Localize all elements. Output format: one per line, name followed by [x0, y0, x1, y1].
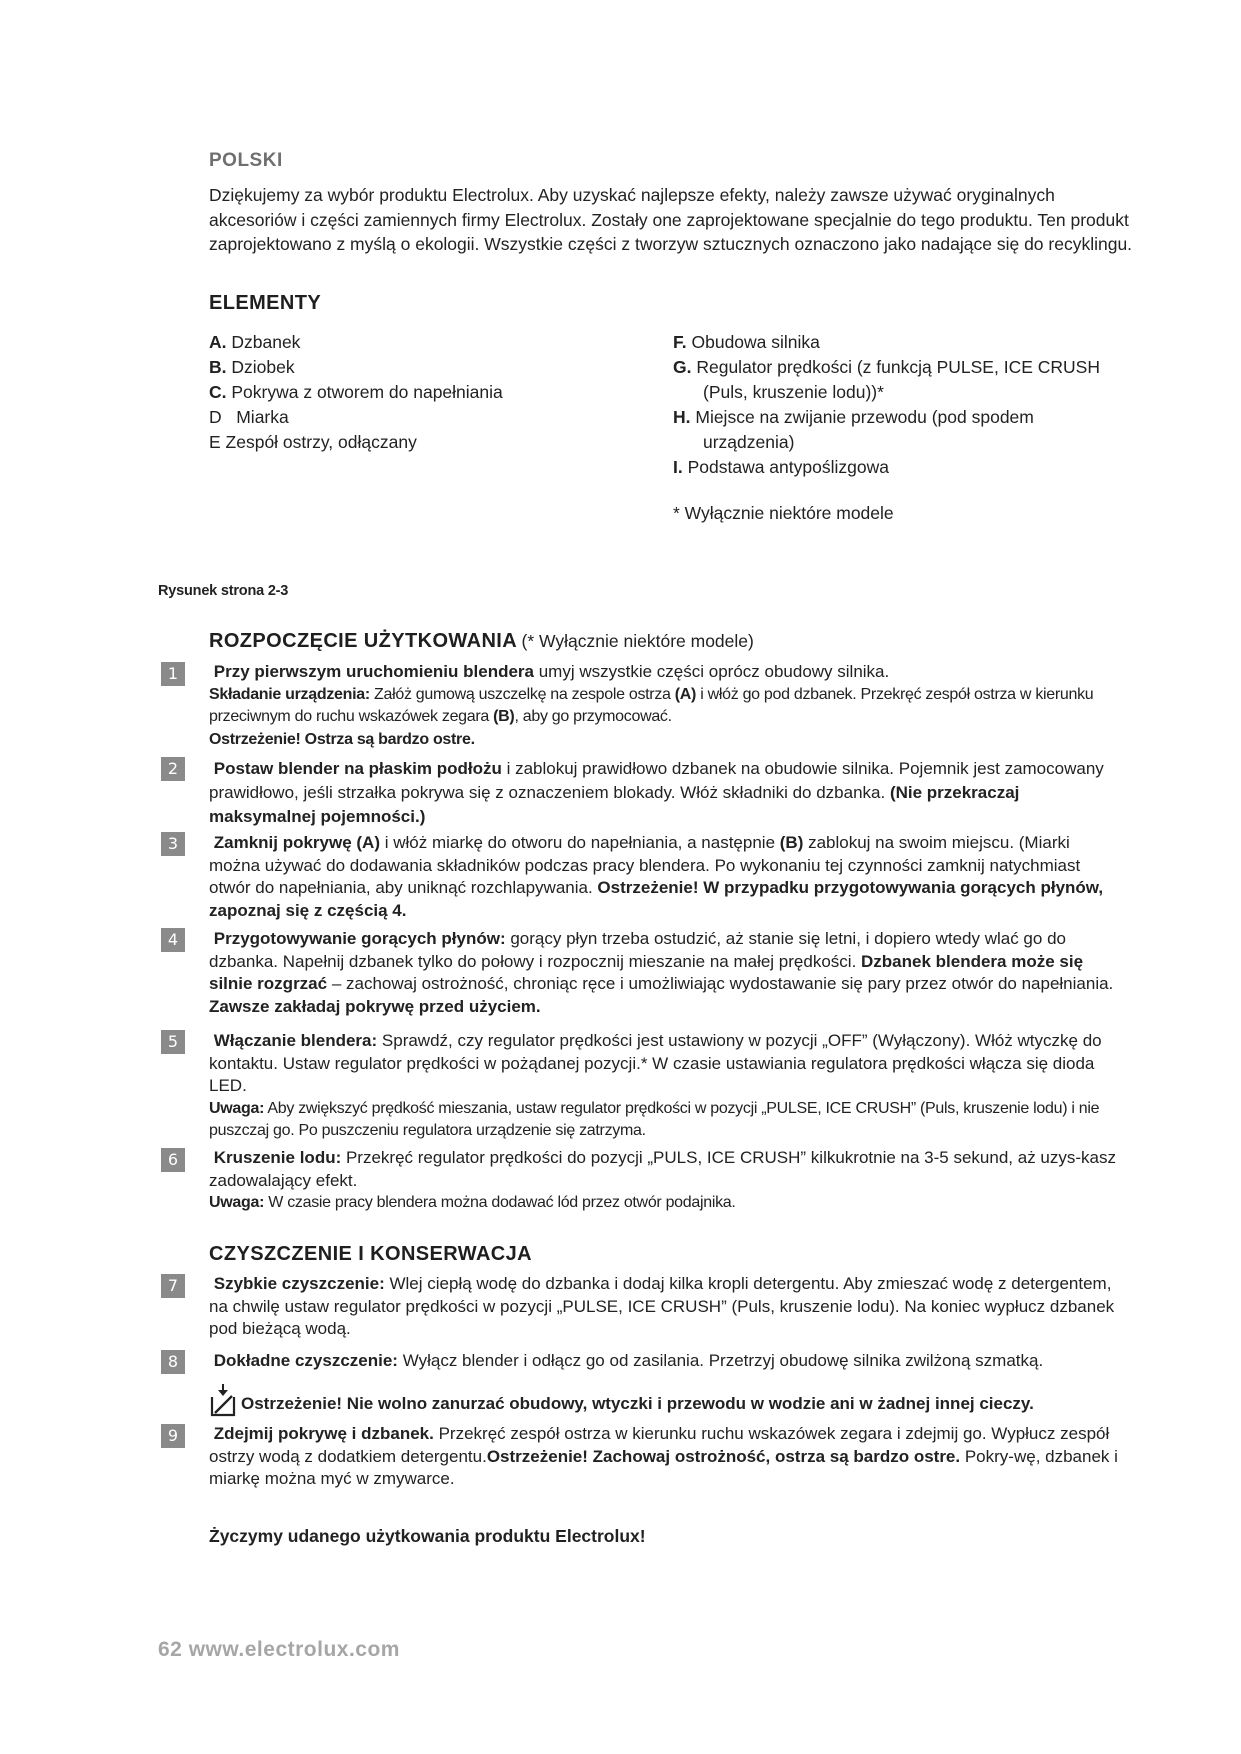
- step-7: Szybkie czyszczenie: Wlej ciepłą wodę do dzbanka i dodaj kilka kropli detergentu. Aby zmieszać wodę z detergentem, na chwilę ustaw regulator prędkości w pozycji „PULSE, ICE CRUSH” (Puls, kruszenie lodu). Na koniec wypłucz dzbanek pod bieżącą wodą.: [209, 1274, 1115, 1338]
- step-number-7: 7: [161, 1274, 185, 1298]
- step-number-9: 9: [161, 1424, 185, 1448]
- step-number-4: 4: [161, 928, 185, 952]
- step-number-6: 6: [161, 1148, 185, 1172]
- step-1-warning: Ostrzeżenie! Ostrza są bardzo ostre.: [209, 730, 475, 748]
- step-3: Zamknij pokrywę (A) i włóż miarkę do otworu do napełniania, a następnie (B) zablokuj na swoim miejscu. (Miarki można używać do dodawania składników podczas pracy blendera. Po wykonaniu tej czynności zamknij natychmiast otwór do napełniania, aby uniknąć rozchlapywania. Ostrzeżenie! W przypadku przygotowywania gorących płynów, zapoznaj się z częścią 4.: [209, 833, 1104, 920]
- no-immersion-icon: [209, 1383, 237, 1417]
- elements-list-right: [673, 330, 1100, 480]
- step-5-note: Uwaga: Aby zwiększyć prędkość mieszania, ustaw regulator prędkości w pozycji „PULSE, ICE CRUSH” (Puls, kruszenie lodu) i nie puszczaj go. Po puszczeniu regulatora urządzenie się zatrzyma.: [209, 1099, 1100, 1139]
- list-item: H. Miejsce na zwijanie przewodu (pod spodem: [673, 407, 1034, 427]
- elements-heading: ELEMENTY: [209, 292, 322, 314]
- list-item: G. Regulator prędkości (z funkcją PULSE, ICE CRUSH: [673, 357, 1100, 377]
- step-8: Dokładne czyszczenie: Wyłącz blender i odłącz go od zasilania. Przetrzyj obudowę silnika zwilżoną szmatką.: [213, 1351, 1044, 1370]
- list-item-continuation: urządzenia): [703, 432, 795, 452]
- list-item: E Zespół ostrzy, odłączany: [209, 432, 417, 452]
- list-item: D Miarka: [209, 407, 289, 427]
- intro-paragraph: Dziękujemy za wybór produktu Electrolux. Aby uzyskać najlepsze efekty, należy zawsze używać oryginalnych akcesoriów i części zamiennych firmy Electrolux. Zostały one zaprojektowane specjalnie do tego produktu. Ten produkt zaprojektowano z myślą o ekologii. Wszystkie części z tworzyw sztucznych oznaczono jako nadające się do recyklingu.: [209, 185, 1133, 254]
- step-number-1: 1: [161, 662, 185, 686]
- figure-reference: Rysunek strona 2-3: [158, 583, 289, 599]
- list-item-continuation: (Puls, kruszenie lodu))*: [703, 382, 884, 402]
- step-6-main: Kruszenie lodu: Przekręć regulator prędkości do pozycji „PULS, ICE CRUSH” kilkukrotnie na 3-5 sekund, aż uzys-kasz zadowalający efekt.: [209, 1148, 1116, 1190]
- list-item: I. Podstawa antypoślizgowa: [673, 457, 889, 477]
- step-number-2: 2: [161, 757, 185, 781]
- step-4: Przygotowywanie gorących płynów: gorący płyn trzeba ostudzić, aż stanie się letni, i dopiero wtedy wlać go do dzbanka. Napełnij dzbanek tylko do połowy i rozpocznij mieszanie na małej prędkości. Dzbanek blendera może się silnie rozgrzać – zachowaj ostrożność, chroniąc ręce i umożliwiając wydostawanie się pary przez otwór do napełniania. Zawsze zakładaj pokrywę przed użyciem.: [209, 929, 1114, 1016]
- start-heading-row: [209, 630, 754, 653]
- elements-list-left: [209, 330, 503, 455]
- language-heading: POLSKI: [209, 150, 283, 171]
- step-number-3: 3: [161, 832, 185, 856]
- step-1-line: Przy pierwszym uruchomieniu blendera umyj wszystkie części oprócz obudowy silnika.: [213, 662, 890, 681]
- start-heading: ROZPOCZĘCIE UŻYTKOWANIA: [209, 630, 518, 652]
- footnote: * Wyłącznie niektóre modele: [673, 503, 894, 523]
- step-6: [209, 1147, 1121, 1215]
- list-item: F. Obudowa silnika: [673, 332, 820, 352]
- step-1-assembly: Składanie urządzenia: Załóż gumową uszczelkę na zespole ostrza (A) i włóż go pod dzbanek. Przekręć zespół ostrza w kierunku przeciwnym do ruchu wskazówek zegara (B), aby go przymocować.: [209, 685, 1094, 725]
- step-9: Zdejmij pokrywę i dzbanek. Przekręć zespół ostrza w kierunku ruchu wskazówek zegara i zdejmij go. Wypłucz zespół ostrzy wodą z dodatkiem detergentu.Ostrzeżenie! Zachowaj ostrożność, ostrza są bardzo ostre. Pokry-wę, dzbanek i miarkę można myć w zmywarce.: [209, 1424, 1118, 1488]
- closing-text: Życzymy udanego użytkowania produktu Electrolux!: [209, 1526, 646, 1546]
- step-8-warning-row: [209, 1383, 1034, 1417]
- list-item: B. Dziobek: [209, 357, 295, 377]
- step-2: Postaw blender na płaskim podłożu i zablokuj prawidłowo dzbanek na obudowie silnika. Pojemnik jest zamocowany prawidłowo, jeśli strzałka pokrywa się z oznaczeniem blokady. Włóż składniki do dzbanka. (Nie przekraczaj maksymalnej pojemności.): [209, 759, 1104, 826]
- page-footer: 62 www.electrolux.com: [158, 1638, 400, 1661]
- start-heading-note: (* Wyłącznie niektóre modele): [521, 631, 754, 651]
- step-5-main: Włączanie blendera: Sprawdź, czy regulator prędkości jest ustawiony w pozycji „OFF” (Wyłączony). Włóż wtyczkę do kontaktu. Ustaw regulator prędkości w pożądanej pozycji.* W czasie ustawiania regulatora prędkości włącza się dioda LED.: [209, 1031, 1102, 1095]
- list-item: A. Dzbanek: [209, 332, 301, 352]
- step-1: [209, 661, 1121, 751]
- step-5: [209, 1030, 1121, 1143]
- cleaning-heading: CZYSZCZENIE I KONSERWACJA: [209, 1243, 532, 1265]
- step-8-warning: Ostrzeżenie! Nie wolno zanurzać obudowy, wtyczki i przewodu w wodzie ani w żadnej innej cieczy.: [241, 1394, 1034, 1413]
- list-item: C. Pokrywa z otworem do napełniania: [209, 382, 503, 402]
- step-number-8: 8: [161, 1350, 185, 1374]
- step-6-note: Uwaga: W czasie pracy blendera można dodawać lód przez otwór podajnika.: [209, 1194, 736, 1211]
- step-number-5: 5: [161, 1030, 185, 1054]
